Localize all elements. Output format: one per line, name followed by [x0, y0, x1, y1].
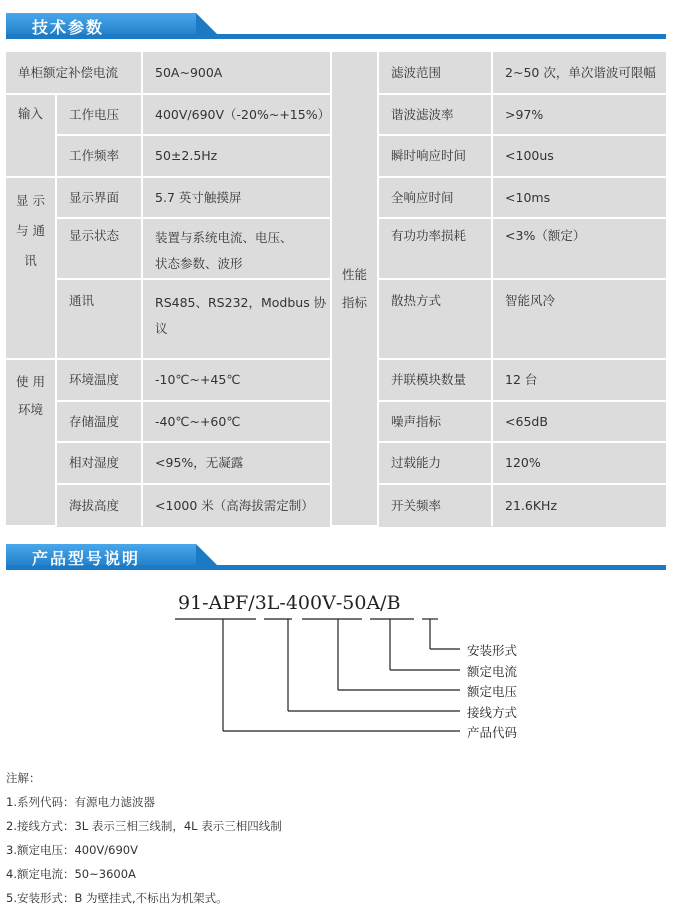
work-frequency-label: 工作频率	[56, 135, 142, 177]
table-row	[6, 52, 666, 94]
work-voltage-label: 工作电压	[56, 94, 142, 135]
active-power-loss-value: <3%（额定）	[492, 218, 666, 279]
model-wiring: 3L	[254, 592, 280, 614]
noise-label: 噪声指标	[378, 401, 492, 442]
model-label-current: 额定电流	[467, 664, 518, 679]
model-mounting: B	[386, 592, 401, 614]
display-interface-label: 显示界面	[56, 177, 142, 218]
spec-section-header	[6, 13, 666, 39]
harmonic-filter-rate-label: 谐波滤波率	[378, 94, 492, 135]
spec-section-title: 技术参数	[32, 18, 105, 37]
storage-temp-label: 存储温度	[56, 401, 142, 442]
input-group-label: 输入	[6, 94, 56, 177]
model-voltage: 400V	[285, 592, 336, 614]
spec-table	[6, 52, 666, 527]
model-series-code: 91-APF	[178, 592, 249, 614]
full-response-label: 全响应时间	[378, 177, 492, 218]
notes	[6, 766, 282, 910]
model-section-header	[6, 544, 666, 570]
cooling-value: 智能风冷	[492, 279, 666, 359]
full-response-value: <10ms	[492, 177, 666, 218]
rated-comp-current-label: 单柜额定补偿电流	[6, 52, 142, 94]
note-item: 1.系列代码：有源电力滤波器	[6, 795, 155, 809]
switch-freq-value: 21.6KHz	[505, 497, 558, 513]
model-code	[178, 592, 401, 614]
notes-heading: 注解：	[6, 771, 41, 785]
filter-range-label: 滤波范围	[378, 52, 492, 94]
work-voltage-value: 400V/690V（-20%~+15%）	[142, 94, 331, 135]
display-status-label: 显示状态	[56, 218, 142, 279]
note-item: 2.接线方式：3L 表示三相三线制，4L 表示三相四线制	[6, 819, 282, 833]
instant-response-label: 瞬时响应时间	[378, 135, 492, 177]
rated-comp-current-value: 50A~900A	[142, 52, 331, 94]
work-frequency-value: 50±2.5Hz	[142, 135, 331, 177]
storage-temp-value: -40℃~+60℃	[142, 401, 331, 442]
model-label-mounting: 安装形式	[467, 643, 518, 658]
model-sep: -	[335, 592, 343, 614]
display-status-value: 装置与系统电流、电压、 状态参数、波形	[142, 218, 331, 279]
instant-response-value: <100us	[492, 135, 666, 177]
model-sep: /	[248, 592, 255, 614]
humidity-value: <95%，无凝露	[142, 442, 331, 484]
parallel-modules-value: 12 台	[492, 359, 666, 401]
display-interface-value: 5.7 英寸触摸屏	[142, 177, 331, 218]
ambient-temp-value: -10℃~+45℃	[142, 359, 331, 401]
environment-group-label: 使 用 环境	[6, 359, 56, 526]
active-power-loss-label: 有功功率损耗	[378, 218, 492, 279]
model-label-series-code: 产品代码	[467, 725, 518, 740]
model-section-title: 产品型号说明	[32, 549, 141, 568]
switch-freq-label: 开关频率	[378, 484, 492, 526]
filter-range-value: 2~50 次，单次谐波可限幅	[492, 52, 666, 94]
altitude-label: 海拔高度	[56, 484, 142, 526]
note-item: 5.安装形式：B 为壁挂式,不标出为机架式。	[6, 891, 228, 905]
overload-label: 过载能力	[378, 442, 492, 484]
noise-value: <65dB	[492, 401, 666, 442]
comm-label: 通讯	[56, 279, 142, 359]
comm-value: RS485、RS232，Modbus 协 议	[142, 279, 331, 359]
performance-group-label: 性能 指标	[331, 52, 378, 526]
model-label-voltage: 额定电压	[467, 684, 518, 699]
model-label-wiring: 接线方式	[467, 705, 518, 720]
note-item: 3.额定电压：400V/690V	[6, 843, 138, 857]
ambient-temp-label: 环境温度	[56, 359, 142, 401]
altitude-value: <1000 米（高海拔需定制）	[142, 484, 331, 526]
model-sep: /	[380, 592, 387, 614]
humidity-label: 相对湿度	[56, 442, 142, 484]
model-current: 50A	[342, 592, 381, 614]
model-sep: -	[279, 592, 286, 614]
harmonic-filter-rate-value: >97%	[492, 94, 666, 135]
spec-section-underline	[6, 34, 666, 39]
display-group-label: 显 示 与 通 讯	[6, 177, 56, 359]
note-item: 4.额定电流：50~3600A	[6, 867, 136, 881]
parallel-modules-label: 并联模块数量	[378, 359, 492, 401]
cooling-label: 散热方式	[378, 279, 492, 359]
overload-value: 120%	[492, 442, 666, 484]
